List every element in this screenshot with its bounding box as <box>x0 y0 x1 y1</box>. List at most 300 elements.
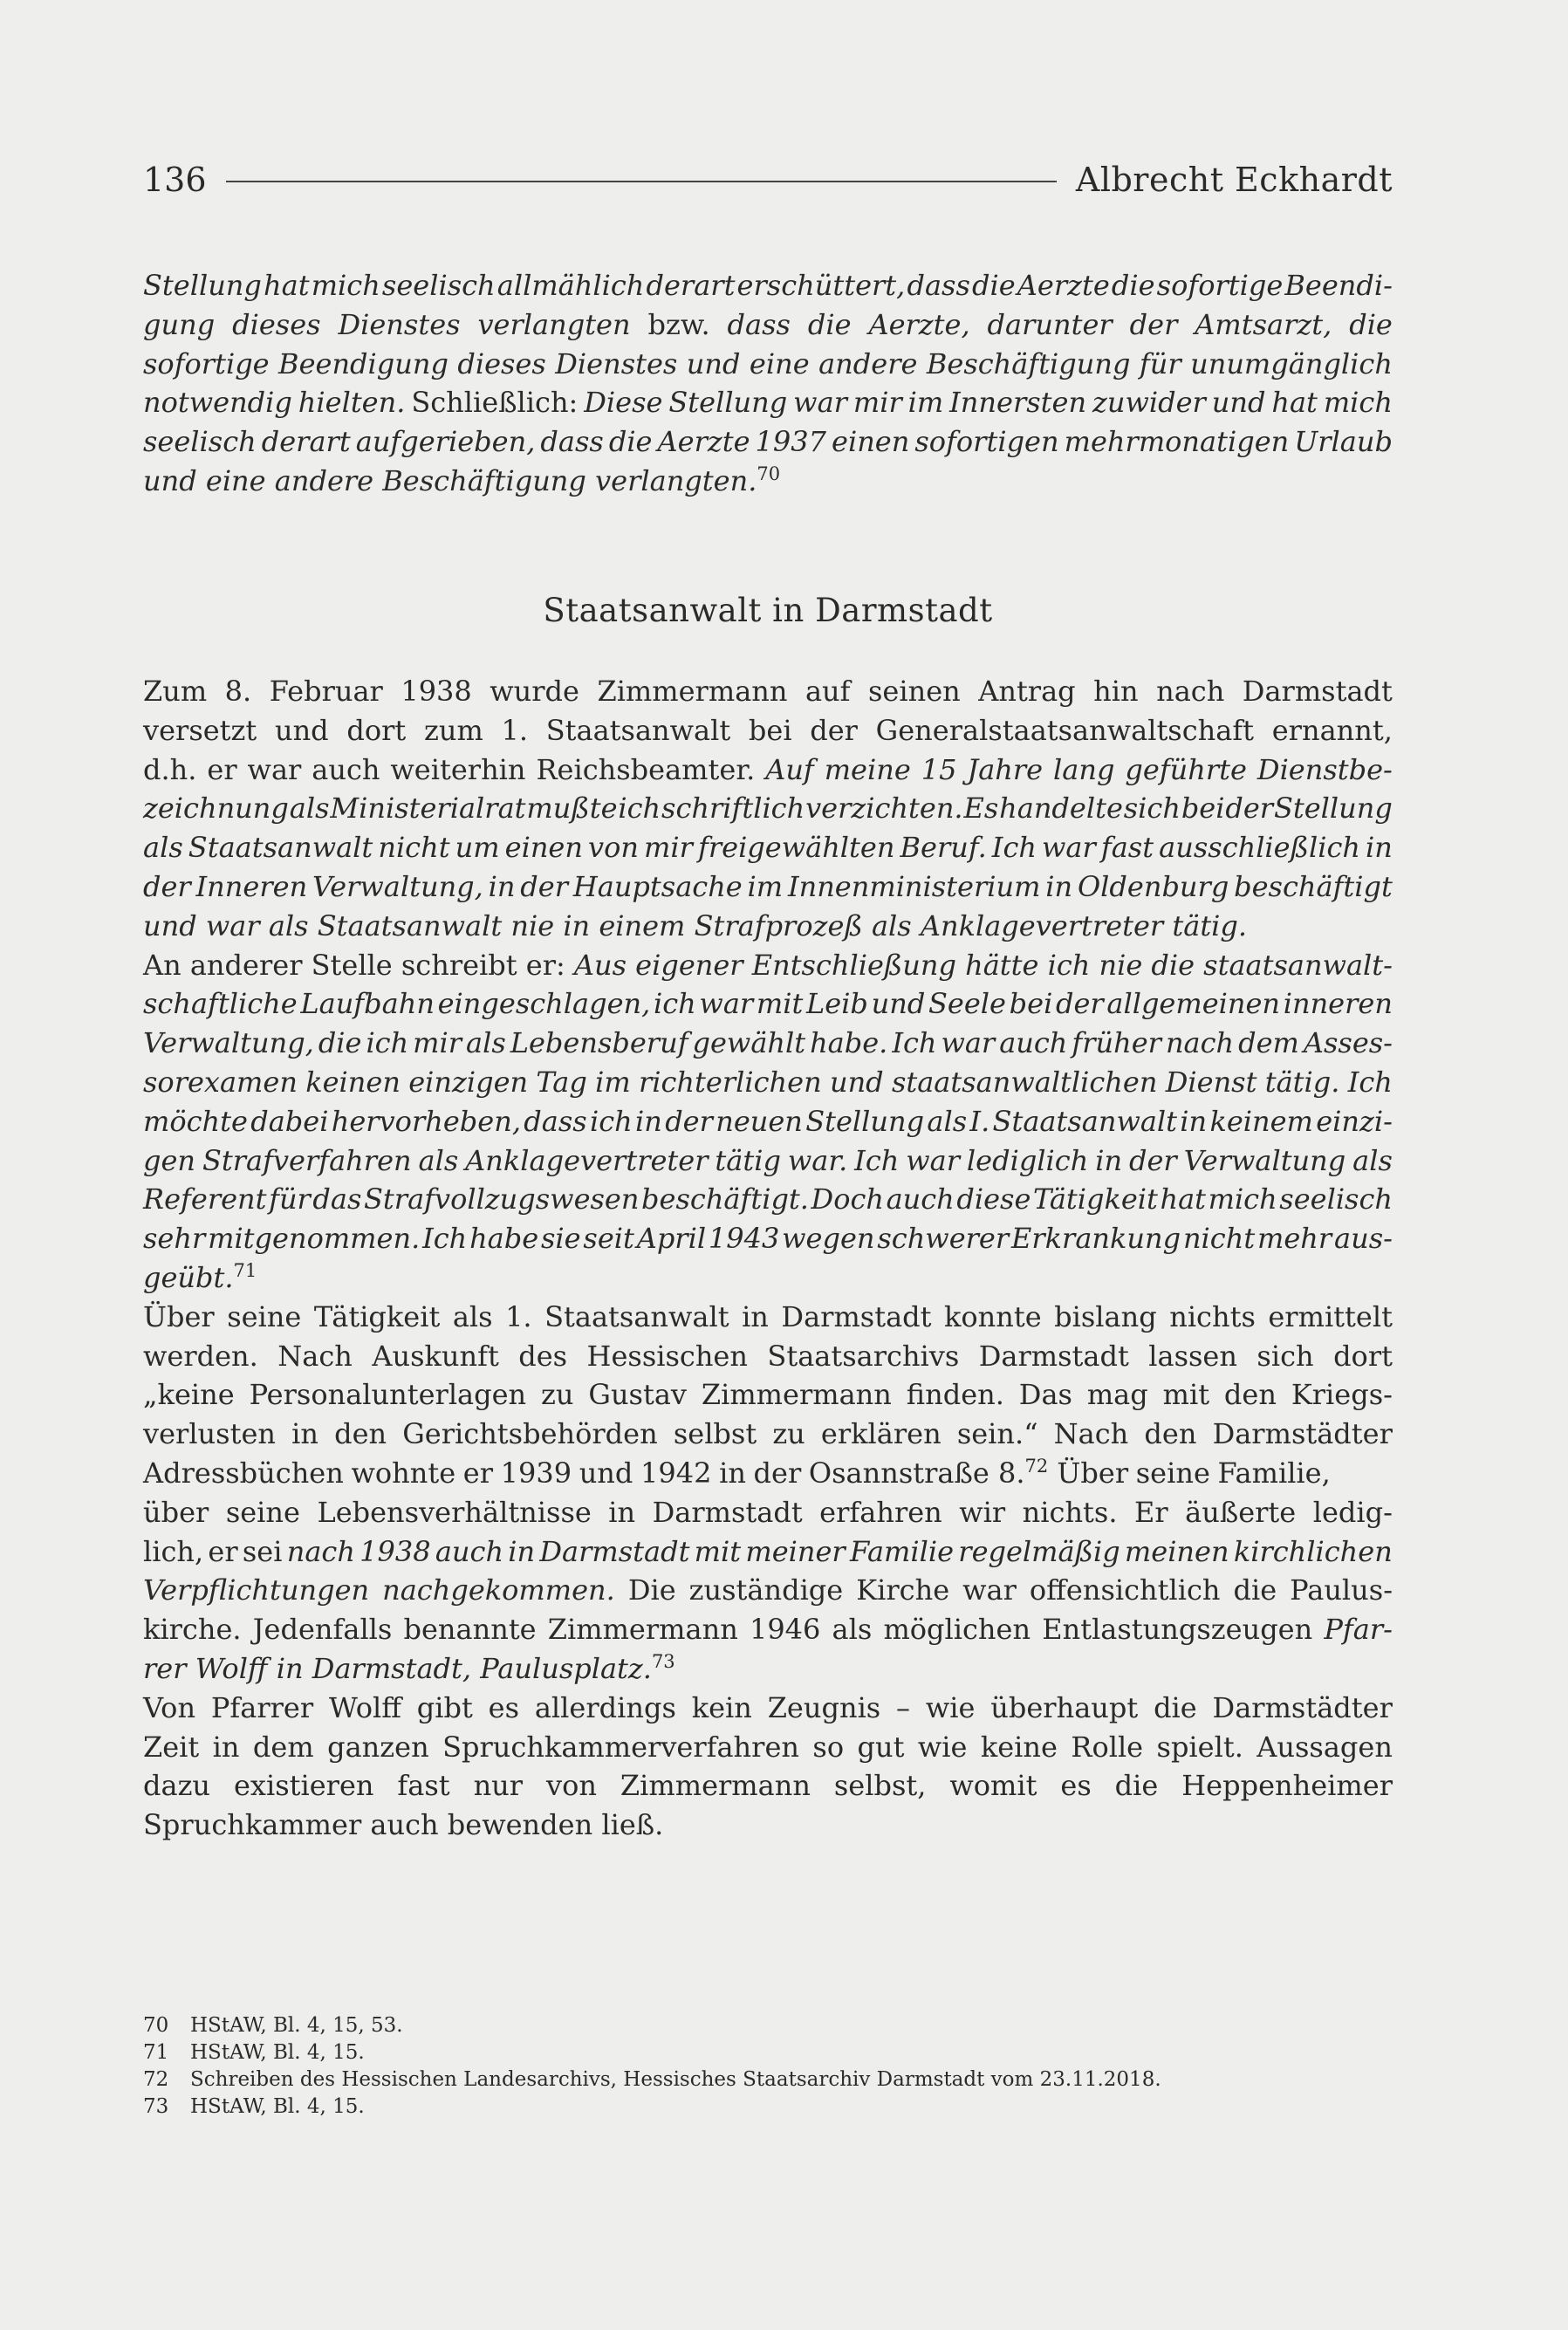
word-group <box>275 711 329 750</box>
word-group <box>248 750 302 790</box>
word-group <box>1349 305 1393 345</box>
word: nicht <box>378 831 450 865</box>
word: Stellung <box>668 386 788 420</box>
word: An <box>143 948 181 982</box>
footnote <box>143 2094 1393 2121</box>
word-group <box>1209 1102 1312 1141</box>
word: unumgänglich <box>1190 346 1393 380</box>
word: nie <box>1099 948 1143 982</box>
word: ich <box>589 1104 633 1138</box>
word-group <box>793 383 847 422</box>
word-group <box>745 1532 845 1572</box>
word-group <box>497 266 645 305</box>
word-group <box>366 1024 408 1063</box>
word: sehr <box>143 1222 206 1256</box>
word-group <box>876 711 1254 750</box>
word: Von <box>143 1690 196 1724</box>
word: Aus <box>573 948 627 982</box>
word: beschäftigt <box>1234 869 1393 903</box>
word-group <box>278 345 448 384</box>
word: mir <box>413 1026 462 1060</box>
text-line <box>143 1258 1393 1298</box>
word-group <box>143 828 183 867</box>
word: kirche. <box>143 1613 242 1647</box>
word-group <box>1157 266 1284 305</box>
word: wie <box>925 1690 976 1724</box>
word-group <box>541 1375 573 1415</box>
word: Zimmermann <box>547 1613 738 1647</box>
word: Generalstaatsanwaltschaft <box>875 713 1255 747</box>
word-group <box>438 984 651 1024</box>
word-group <box>1112 266 1155 305</box>
word-group <box>958 1532 1120 1572</box>
word: verlangten <box>477 307 631 341</box>
word: war <box>793 386 847 420</box>
word: nichts. <box>1022 1495 1118 1529</box>
word-group <box>1195 305 1332 345</box>
footnote <box>143 2012 1393 2039</box>
word-group <box>1093 672 1138 711</box>
word-group <box>403 1610 536 1649</box>
word-group <box>143 1571 369 1610</box>
word: 8. <box>224 675 252 708</box>
word-group <box>892 1024 936 1063</box>
word: hätte <box>965 948 1039 982</box>
text-line <box>143 1337 1393 1376</box>
word: seinen <box>867 675 961 708</box>
word: seit <box>583 1222 634 1256</box>
word: habe. <box>810 1026 888 1060</box>
word-group <box>573 867 743 907</box>
word: gut <box>857 1730 905 1764</box>
word-group <box>597 672 787 711</box>
word-group <box>788 1141 847 1181</box>
word-group <box>190 946 303 985</box>
footnote <box>143 2066 1393 2094</box>
word: Über <box>1048 1456 1129 1490</box>
word-group <box>702 1375 892 1415</box>
word: beschäftigt. <box>641 1182 809 1216</box>
word: „keine <box>143 1378 235 1412</box>
word: Antrag <box>978 675 1076 708</box>
word-group <box>908 383 944 422</box>
word-group <box>967 1141 1088 1181</box>
word-group <box>716 1102 803 1141</box>
word: Er <box>1133 1495 1168 1529</box>
word: von <box>588 831 639 865</box>
word-group <box>1048 1454 1128 1493</box>
word-group <box>277 1337 353 1376</box>
word-group <box>208 1532 237 1572</box>
word-group <box>896 1689 910 1728</box>
word-group <box>250 1375 527 1415</box>
word-group <box>698 828 894 867</box>
word: Diese <box>584 386 663 420</box>
word: Jedenfalls <box>252 1613 393 1647</box>
word-group <box>305 1063 401 1102</box>
word: Dienst <box>1165 1065 1257 1099</box>
word-group <box>1144 1415 1196 1454</box>
word: Lebensverhältnisse <box>317 1495 592 1529</box>
word: mit <box>694 1534 742 1568</box>
word-group <box>639 1063 822 1102</box>
word-group <box>583 1219 633 1258</box>
word-group <box>921 750 957 790</box>
word-group <box>518 1337 567 1376</box>
word-group <box>1136 1454 1210 1493</box>
word-group <box>990 1689 1138 1728</box>
word-group <box>1203 946 1393 985</box>
word-group <box>949 1766 1037 1806</box>
word: in <box>1366 831 1393 865</box>
word: gibt <box>416 1690 473 1724</box>
word-group <box>1054 1415 1129 1454</box>
word: über <box>143 1495 209 1529</box>
word-group <box>819 1493 942 1532</box>
word: Pfar- <box>1324 1613 1393 1647</box>
word-group <box>143 1532 203 1572</box>
word-group <box>595 1063 631 1102</box>
word-group <box>620 1766 811 1806</box>
word-group <box>674 1415 757 1454</box>
word: – <box>896 1690 911 1724</box>
word-group <box>1154 1689 1197 1728</box>
word: Gustav <box>588 1378 687 1412</box>
word: Lebensberuf <box>510 1026 688 1060</box>
word: Staatsarchivs <box>767 1339 960 1373</box>
word-group <box>588 828 639 867</box>
word: erschüttert, <box>736 269 906 302</box>
word-group <box>544 1298 729 1337</box>
word: Beschäftigung <box>926 346 1131 380</box>
word-group <box>1294 422 1393 462</box>
word: wie <box>917 1730 968 1764</box>
word: Personalunterlagen <box>249 1378 527 1412</box>
word-group <box>907 1375 1004 1415</box>
word-group <box>1042 828 1096 867</box>
word: auch <box>886 1182 955 1216</box>
word-group <box>1166 1024 1234 1063</box>
main-text <box>143 672 1393 1845</box>
word: mußte <box>526 792 618 826</box>
word: Ich <box>1347 1065 1393 1099</box>
word-group <box>646 266 735 305</box>
text-line <box>143 1454 1393 1493</box>
word-group <box>750 345 810 384</box>
word: schaftliche <box>143 987 298 1021</box>
word-group <box>628 1571 676 1610</box>
footnote-number: 71 <box>143 2041 169 2064</box>
word-group <box>207 750 236 790</box>
word-group <box>999 1024 1067 1063</box>
word-group <box>805 1102 924 1141</box>
word-group <box>927 345 1131 384</box>
word-group <box>665 1102 713 1141</box>
word-group <box>772 1415 805 1454</box>
word-group <box>782 1219 874 1258</box>
word-group <box>1333 1337 1393 1376</box>
word-group <box>641 1180 809 1219</box>
word: tätig <box>715 1143 781 1177</box>
word-group <box>748 867 784 907</box>
word: und <box>686 346 741 380</box>
footnote-marker: 72 <box>1024 1455 1049 1477</box>
word: Referent <box>143 1182 267 1216</box>
word: dieses <box>232 307 321 341</box>
word: die <box>1151 948 1195 982</box>
word-group <box>143 1258 257 1298</box>
word-group <box>1148 1337 1237 1376</box>
word-group <box>1366 828 1393 867</box>
word-group <box>1272 711 1393 750</box>
word-group <box>555 345 677 384</box>
word-group <box>435 1532 503 1572</box>
word-group <box>728 305 791 345</box>
word: Auf <box>765 752 814 786</box>
word: auch <box>312 752 380 786</box>
word-group <box>1054 1298 1157 1337</box>
word: lediglich <box>966 1143 1089 1177</box>
word: April <box>636 1222 707 1256</box>
word: nachgekommen. <box>382 1573 615 1607</box>
word-group <box>941 1024 995 1063</box>
word: Verpflichtungen <box>143 1573 370 1607</box>
text-line <box>143 1806 1393 1845</box>
word-group <box>1181 1766 1393 1806</box>
word-group <box>1234 1532 1393 1572</box>
word-group <box>143 750 196 790</box>
word-group <box>327 1728 429 1767</box>
word-group <box>490 672 579 711</box>
word: Hessischen <box>586 1339 748 1373</box>
word: Aerzte <box>1017 269 1110 302</box>
word-group <box>332 1102 521 1141</box>
word-group <box>856 1571 949 1610</box>
word-group <box>640 1454 711 1493</box>
word: dass <box>727 307 791 341</box>
word-group <box>143 1415 276 1454</box>
text-line <box>143 305 1393 345</box>
word: bei <box>1009 987 1053 1021</box>
word-group <box>832 422 909 462</box>
word-group <box>584 383 662 422</box>
word-group <box>944 1298 1042 1337</box>
footnote-text: HStAW, Bl. 4, 15. <box>190 2095 365 2118</box>
word: hat <box>264 269 310 302</box>
word-group <box>805 789 963 828</box>
word: überhaupt <box>990 1690 1139 1724</box>
word-group <box>1234 867 1393 907</box>
word-group <box>455 828 500 867</box>
word: Tätigkeit <box>313 1299 441 1333</box>
text-line <box>143 1571 1393 1610</box>
word-group <box>253 1728 314 1767</box>
word: hielten. <box>298 386 406 420</box>
word-group <box>417 1689 473 1728</box>
word-group <box>752 946 956 985</box>
text-line <box>143 345 1393 384</box>
word-group <box>1140 345 1181 384</box>
word-group <box>1183 1219 1255 1258</box>
word-group <box>359 1532 430 1572</box>
word: die <box>971 269 1016 302</box>
text-line <box>143 907 1393 946</box>
text-line <box>143 1649 1393 1689</box>
text-line <box>143 1766 1393 1806</box>
word: Stellung <box>805 1104 925 1138</box>
word: freigewählten <box>697 831 895 865</box>
word: aus- <box>1334 1222 1393 1256</box>
word: früher <box>1072 1026 1161 1060</box>
word-group <box>287 1532 355 1572</box>
word-group <box>143 672 207 711</box>
word-group <box>143 1728 199 1767</box>
word: und <box>579 1456 633 1490</box>
word: keinem <box>1209 1104 1313 1138</box>
word-group <box>1257 750 1393 790</box>
word-group <box>1233 1571 1277 1610</box>
word: Darmstädter <box>1212 1417 1393 1451</box>
word: und <box>829 1065 884 1099</box>
word-group <box>270 672 383 711</box>
text-line <box>143 1063 1393 1102</box>
word: in <box>488 869 516 903</box>
word-group <box>687 345 741 384</box>
word-group <box>715 1141 781 1181</box>
word: ich <box>618 792 661 826</box>
word-group <box>411 383 578 422</box>
word: erklären <box>820 1417 941 1451</box>
word-group <box>1065 422 1290 462</box>
word-group <box>372 1337 498 1376</box>
word: habe <box>469 1222 539 1256</box>
word-group <box>318 1024 362 1063</box>
word-group <box>1313 1493 1393 1532</box>
word-group <box>364 1180 639 1219</box>
word: Laufbahn <box>300 987 435 1021</box>
word: benannte <box>403 1613 537 1647</box>
section-heading: Staatsanwalt in Darmstadt <box>543 592 993 629</box>
word-group <box>424 711 483 750</box>
word-group <box>781 1298 931 1337</box>
word-group <box>988 305 1113 345</box>
word-group <box>378 828 449 867</box>
word-group <box>1156 672 1224 711</box>
word-group <box>1352 1141 1393 1181</box>
word-group <box>926 1689 976 1728</box>
word: auf <box>805 675 851 708</box>
word: Über <box>143 1299 215 1333</box>
word: der <box>520 869 569 903</box>
word-group <box>1078 867 1229 907</box>
word: Schließlich: <box>411 386 579 420</box>
page-number: 136 <box>143 161 207 199</box>
word: werden. <box>143 1339 258 1373</box>
word: existieren <box>233 1769 374 1803</box>
word: nach <box>286 1534 355 1568</box>
word: eingeschlagen, <box>437 987 651 1021</box>
word: Ich <box>854 1143 900 1177</box>
word: seine <box>1135 1456 1210 1490</box>
word-group <box>143 1649 675 1689</box>
word: dort <box>1333 1339 1393 1373</box>
text-line <box>143 828 1393 867</box>
footnote <box>143 2039 1393 2066</box>
word-group <box>1042 1610 1312 1649</box>
word: in <box>719 1456 746 1490</box>
word: ernannt, <box>1271 713 1393 747</box>
word-group <box>317 1493 591 1532</box>
word: keinen <box>305 1065 401 1099</box>
text-line <box>143 1610 1393 1649</box>
word-group <box>1290 1571 1393 1610</box>
word: für <box>269 1182 311 1216</box>
word-group <box>1268 1298 1393 1337</box>
word-group <box>351 1454 455 1493</box>
word-group <box>579 1454 633 1493</box>
word: Heppenheimer <box>1181 1769 1393 1803</box>
word: ich <box>653 987 696 1021</box>
word: Es <box>963 792 999 826</box>
word: bzw. <box>647 307 710 341</box>
word: als <box>1352 1143 1393 1177</box>
word: hervorheben, <box>331 1104 521 1138</box>
word-group <box>1151 946 1195 985</box>
word-group <box>1166 1063 1257 1102</box>
word-group <box>834 1766 927 1806</box>
word: Ich <box>422 1222 468 1256</box>
word-group <box>202 1141 412 1181</box>
word: derart <box>646 269 736 302</box>
word-group <box>858 1728 905 1767</box>
word: selbst, <box>833 1769 927 1803</box>
word: sich <box>1123 792 1181 826</box>
word-group <box>314 1298 441 1337</box>
word: Aussagen <box>1256 1730 1393 1764</box>
word: aufgerieben, <box>355 425 536 459</box>
word: staatsanwaltlichen <box>891 1065 1158 1099</box>
word-group <box>1212 383 1266 422</box>
word-group <box>1348 1063 1393 1102</box>
text-line <box>143 750 1393 790</box>
word-group <box>250 1102 328 1141</box>
word: Darmstadt <box>781 1299 932 1333</box>
word-group <box>1053 750 1114 790</box>
word-group <box>143 711 257 750</box>
word: finden. <box>906 1378 1004 1412</box>
word: der <box>753 1456 802 1490</box>
text-line <box>143 672 1393 711</box>
word: und <box>871 987 926 1021</box>
word-group <box>1071 1728 1143 1767</box>
word-group <box>208 1219 420 1258</box>
word: der <box>665 1104 713 1138</box>
word-group <box>1181 789 1225 828</box>
word-group <box>234 1766 374 1806</box>
word: in <box>1180 1104 1208 1138</box>
word-group <box>754 1454 802 1493</box>
word-group <box>143 1493 209 1532</box>
word: Ich <box>892 1026 937 1060</box>
word: seelisch <box>1279 1182 1393 1216</box>
word-group <box>143 1102 248 1141</box>
word-group <box>1180 1102 1207 1141</box>
word-group <box>1087 1375 1148 1415</box>
word-group <box>1106 984 1280 1024</box>
word-group <box>312 750 380 790</box>
word: Innersten <box>949 386 1087 420</box>
word: I. <box>969 1104 990 1138</box>
